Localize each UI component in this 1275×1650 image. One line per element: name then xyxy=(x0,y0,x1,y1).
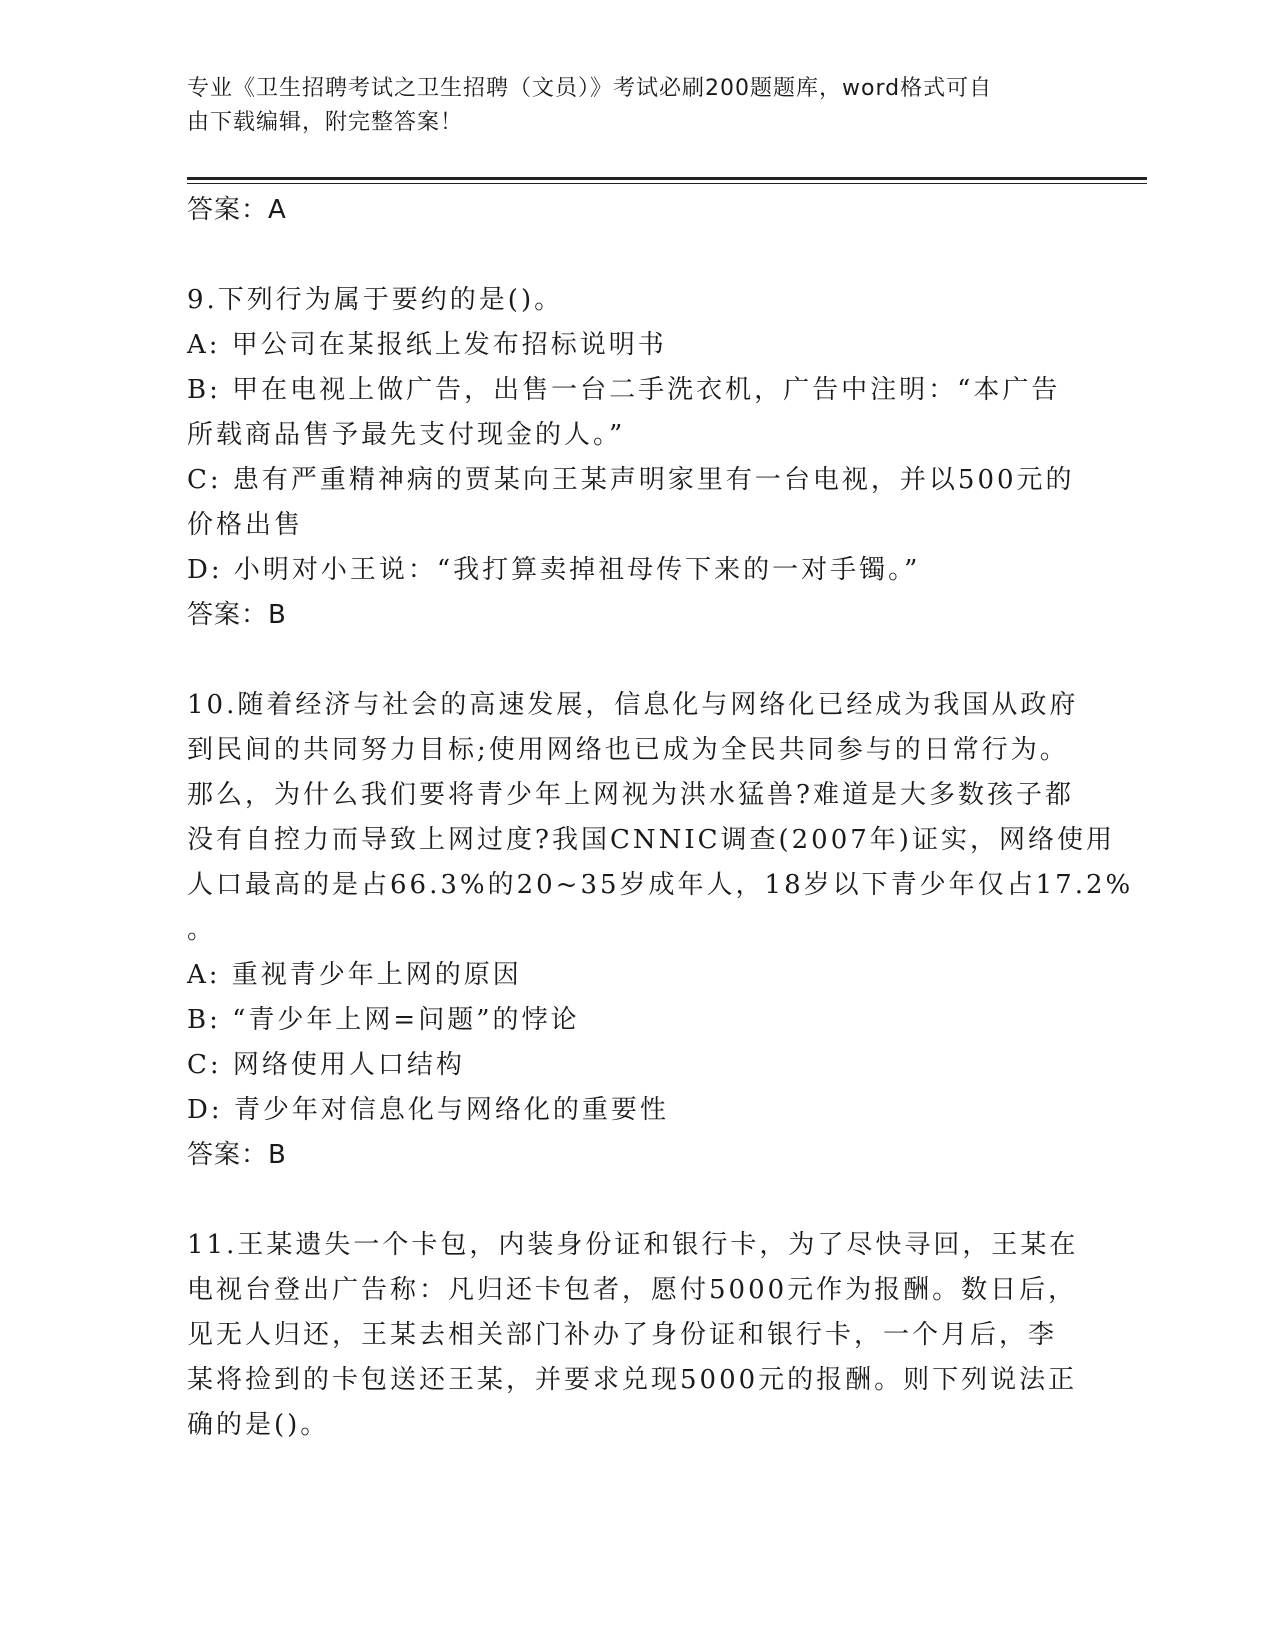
question-9 xyxy=(187,278,1087,638)
header-line-2: 由下载编辑，附完整答案！ xyxy=(187,110,464,135)
question-stem-line-3: 那么，为什么我们要将青少年上网视为洪水猛兽?难道是大多数孩子都 xyxy=(187,780,1074,810)
option-c-line-2: 价格出售 xyxy=(187,510,304,540)
question-stem-line-2: 到民间的共同努力目标;使用网络也已成为全民共同参与的日常行为。 xyxy=(187,735,1069,765)
header-line-1: 专业《卫生招聘考试之卫生招聘（文员）》考试必刷200题题库，word格式可自 xyxy=(187,76,993,101)
option-a: A: 重视青少年上网的原因 xyxy=(187,960,522,990)
spacer xyxy=(187,233,1087,278)
header-divider-thin xyxy=(187,183,1147,184)
question-stem-line-4: 某将捡到的卡包送还王某，并要求兑现5000元的报酬。则下列说法正 xyxy=(187,1365,1078,1395)
question-stem-line-2: 电视台登出广告称：凡归还卡包者，愿付5000元作为报酬。数日后， xyxy=(187,1275,1078,1305)
question-stem-line-5: 人口最高的是占66.3%的20~35岁成年人，18岁以下青少年仅占17.2% xyxy=(187,870,1134,900)
option-b-line-1: B: 甲在电视上做广告，出售一台二手洗衣机，广告中注明：“本广告 xyxy=(187,375,1061,405)
question-11 xyxy=(187,1223,1087,1448)
option-a: A: 甲公司在某报纸上发布招标说明书 xyxy=(187,330,667,360)
option-b-line-2: 所载商品售予最先支付现金的人。” xyxy=(187,420,626,450)
question-stem-line-5: 确的是()。 xyxy=(187,1410,330,1440)
question-stem-line-6: 。 xyxy=(187,915,217,945)
question-stem-line-4: 没有自控力而导致上网过度?我国CNNIC调查(2007年)证实，网络使用 xyxy=(187,825,1115,855)
option-d: D: 青少年对信息化与网络化的重要性 xyxy=(187,1095,669,1125)
question-stem-line-1: 11.王某遗失一个卡包，内装身份证和银行卡，为了尽快寻回，王某在 xyxy=(187,1230,1079,1260)
answer: 答案：B xyxy=(187,1140,287,1170)
option-d: D: 小明对小王说：“我打算卖掉祖母传下来的一对手镯。” xyxy=(187,555,921,585)
answer: 答案：B xyxy=(187,600,287,630)
option-b: B: “青少年上网=问题”的悖论 xyxy=(187,1005,580,1035)
answer-previous: 答案：A xyxy=(187,195,287,225)
spacer xyxy=(187,1178,1087,1223)
question-10 xyxy=(187,683,1134,1178)
spacer xyxy=(187,638,1087,683)
option-c-line-1: C: 患有严重精神病的贾某向王某声明家里有一台电视，并以500元的 xyxy=(187,465,1075,495)
question-stem: 9.下列行为属于要约的是()。 xyxy=(187,285,564,315)
document-body xyxy=(187,188,1134,1448)
option-c: C: 网络使用人口结构 xyxy=(187,1050,465,1080)
question-stem-line-3: 见无人归还，王某去相关部门补办了身份证和银行卡，一个月后，李 xyxy=(187,1320,1058,1350)
question-stem-line-1: 10.随着经济与社会的高速发展，信息化与网络化已经成为我国从政府 xyxy=(187,690,1079,720)
document-header xyxy=(187,72,1087,140)
header-divider-thick xyxy=(187,177,1147,180)
